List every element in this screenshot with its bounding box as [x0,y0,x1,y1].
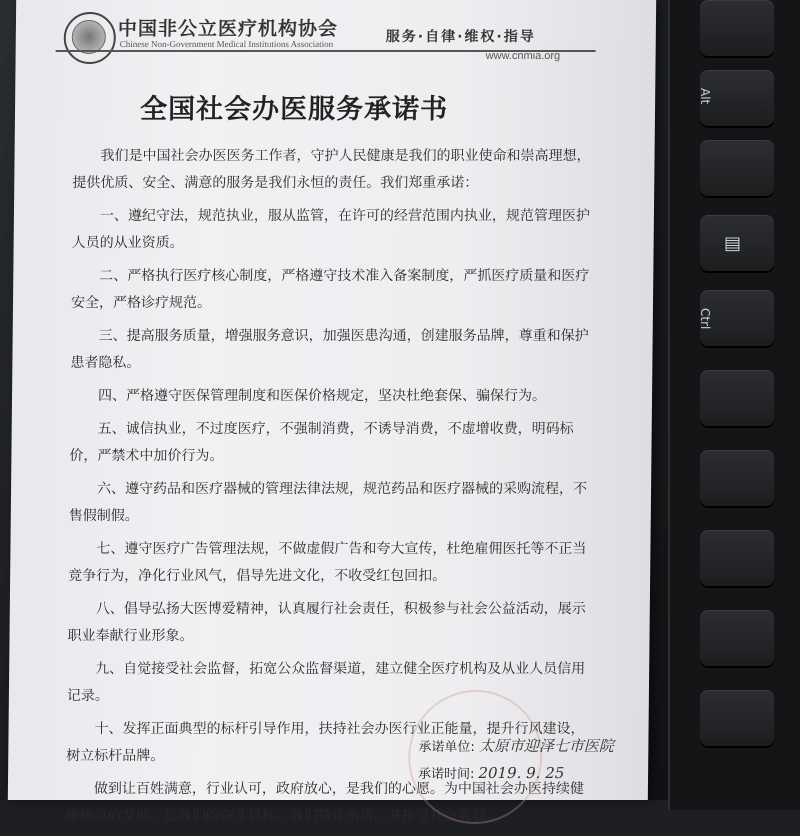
commitment-item-7: 七、遵守医疗广告管理法规，不做虚假广告和夸大宣传，杜绝雇佣医托等不正当竞争行为，净化行业风气，倡导先进文化，不收受红包回扣。 [68,541,587,584]
signature-date-row [418,763,614,791]
keyboard [668,0,800,810]
commitment-item-4: 四、严格遵守医保管理制度和医保价格规定，坚决杜绝套保、骗保行为。 [97,388,547,404]
alt-key-label: Alt [698,88,712,105]
ctrl-key [700,290,774,346]
document-title: 全国社会办医服务承诺书 [139,94,449,125]
keyboard-key [700,530,774,586]
org-name-english: Chinese Non-Government Medical Institutions Association [119,39,334,49]
keyboard-key [700,690,774,746]
commitment-item-10: 十、发挥正面典型的标杆引导作用，扶持社会办医行业正能量，提升行风建设，树立标杆品牌。 [66,721,585,764]
signature-unit-value: 太原市迎泽七市医院 [478,737,614,755]
commitment-item-5: 五、诚信执业，不过度医疗，不强制消费，不诱导消费，不虚增收费，明码标价，严禁术中加价行为。 [69,421,574,464]
alt-key [700,70,774,126]
org-slogan: 服务·自律·维权·指导 [385,29,536,45]
signature-date-value: 2019. 9. 25 [478,764,565,782]
signature-unit-label: 承诺单位: [418,740,475,755]
association-logo-icon [64,12,117,64]
commitment-item-9: 九、自觉接受社会监督，拓宽公众监督渠道，建立健全医疗机构及从业人员信用记录。 [66,661,586,704]
org-website: www.cnmia.org [485,50,561,62]
keyboard-key [700,140,774,196]
menu-key [700,215,774,271]
signature-block [418,735,614,791]
signature-date-label: 承诺时间: [417,767,475,782]
commitment-item-6: 六、遵守药品和医疗器械的管理法律法规，规范药品和医疗器械的采购流程，不售假制假。 [68,481,588,524]
commitment-item-1: 一、遵纪守法，规范执业，服从监管，在许可的经营范围内执业，规范管理医护人员的从业资质。 [71,208,591,251]
keyboard-key [700,450,774,506]
commitment-item-2: 二、严格执行医疗核心制度，严格遵守技术准入备案制度，严抓医疗质量和医疗安全，严格诊疗规范。 [70,268,590,311]
ctrl-key-label: Ctrl [698,308,712,330]
intro-paragraph: 我们是中国社会办医医务工作者，守护人民健康是我们的职业使命和崇高理想，提供优质、安全、满意的服务是我们永恒的责任。我们郑重承诺： [72,148,591,191]
commitment-document [8,0,656,824]
commitment-item-3: 三、提高服务质量，增强服务意识，加强医患沟通，创建服务品牌，尊重和保护患者隐私。 [70,328,589,371]
closing-paragraph: 做到让百姓满意，行业认可，政府放心，是我们的心愿。为中国社会办医持续健康规范的发展，是我们的奋斗目标。我们特作承诺，并接受社会监督。 [65,781,585,824]
logo-emblem [72,20,106,54]
keyboard-key [700,610,774,666]
keyboard-key [700,0,774,56]
keyboard-key [700,370,774,426]
commitment-item-8: 八、倡导弘扬大医博爱精神，认真履行社会责任，积极参与社会公益活动，展示职业奉献行业形象。 [67,601,586,644]
menu-key-icon: ▤ [724,233,742,254]
signature-unit-row [418,735,614,763]
org-name: 中国非公立医疗机构协会 [117,18,339,40]
